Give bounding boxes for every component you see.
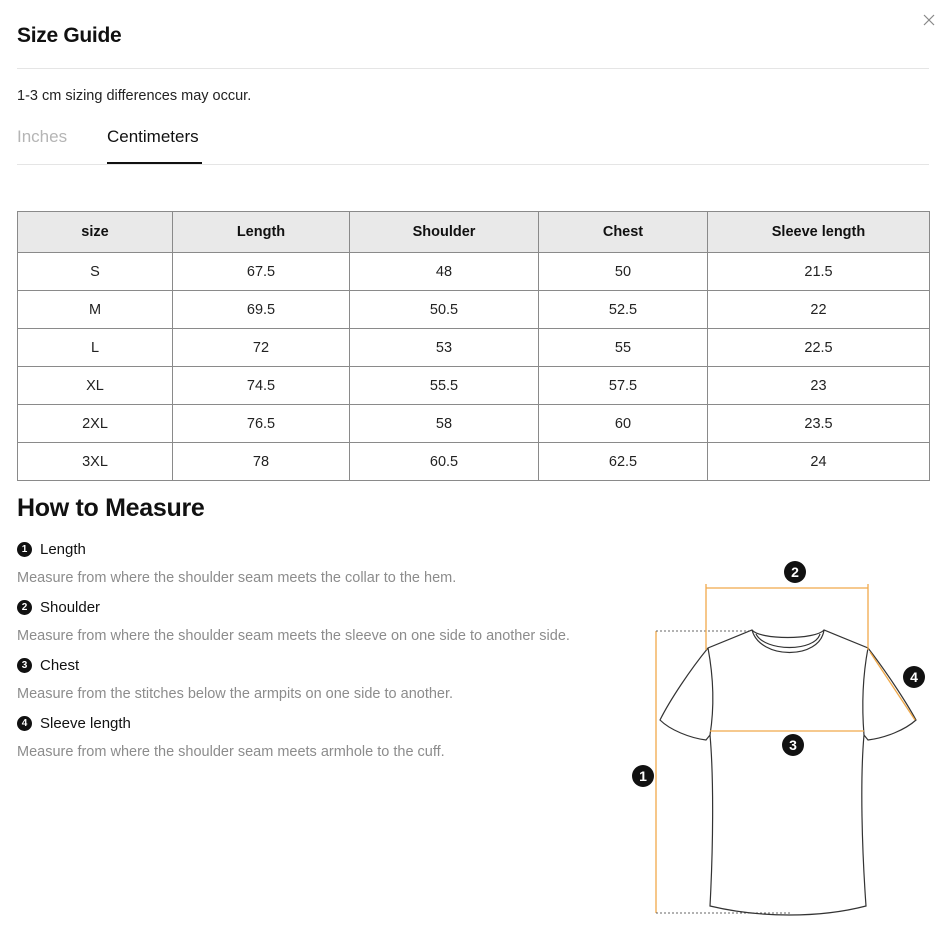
page-title: Size Guide — [17, 24, 122, 47]
unit-tabs — [17, 126, 929, 165]
table-cell: 55 — [539, 329, 708, 367]
tab-centimeters[interactable]: Centimeters — [107, 126, 202, 164]
table-cell: 60.5 — [350, 443, 539, 481]
size-table — [17, 211, 930, 481]
table-row — [18, 291, 930, 329]
table-cell: 57.5 — [539, 367, 708, 405]
close-icon — [919, 10, 939, 30]
tshirt-outline — [660, 630, 916, 915]
measure-description: Measure from where the shoulder seam meets the sleeve on one side to another side. — [17, 628, 570, 644]
table-row — [18, 253, 930, 291]
column-header: size — [18, 212, 173, 253]
table-row — [18, 405, 930, 443]
number-4-icon: 4 — [17, 716, 32, 731]
tab-inches[interactable]: Inches — [17, 127, 68, 146]
measure-label: Length — [40, 541, 86, 558]
table-cell: 76.5 — [173, 405, 350, 443]
table-cell: XL — [18, 367, 173, 405]
diagram-marker-2 — [784, 561, 806, 583]
table-row — [18, 367, 930, 405]
how-to-measure-title: How to Measure — [17, 494, 205, 522]
number-2-icon: 2 — [17, 600, 32, 615]
table-cell: 21.5 — [708, 253, 930, 291]
table-cell: 22.5 — [708, 329, 930, 367]
column-header: Sleeve length — [708, 212, 930, 253]
measure-item-sleeve-length — [17, 715, 445, 760]
column-header: Shoulder — [350, 212, 539, 253]
table-cell: 60 — [539, 405, 708, 443]
table-cell: M — [18, 291, 173, 329]
table-cell: 2XL — [18, 405, 173, 443]
table-cell: 3XL — [18, 443, 173, 481]
close-button[interactable] — [919, 10, 939, 30]
header-divider — [17, 68, 929, 69]
table-cell: 23 — [708, 367, 930, 405]
table-row — [18, 329, 930, 367]
table-cell: 55.5 — [350, 367, 539, 405]
table-cell: 52.5 — [539, 291, 708, 329]
sizing-note: 1-3 cm sizing differences may occur. — [17, 88, 252, 104]
table-cell: 50.5 — [350, 291, 539, 329]
tshirt-measure-diagram — [620, 555, 935, 925]
diagram-marker-1 — [632, 765, 654, 787]
table-cell: 53 — [350, 329, 539, 367]
table-cell: 78 — [173, 443, 350, 481]
measure-description: Measure from where the shoulder seam meets armhole to the cuff. — [17, 744, 445, 760]
table-cell: 50 — [539, 253, 708, 291]
marker-label: 3 — [789, 737, 797, 753]
table-cell: 24 — [708, 443, 930, 481]
measure-description: Measure from the stitches below the armpits on one side to another. — [17, 686, 454, 702]
diagram-marker-3 — [782, 734, 804, 756]
measure-label: Shoulder — [40, 599, 101, 616]
column-header: Chest — [539, 212, 708, 253]
table-cell: 48 — [350, 253, 539, 291]
table-cell: 62.5 — [539, 443, 708, 481]
marker-label: 1 — [639, 768, 647, 784]
table-cell: 67.5 — [173, 253, 350, 291]
marker-label: 4 — [910, 669, 918, 685]
table-cell: 23.5 — [708, 405, 930, 443]
marker-label: 2 — [791, 564, 799, 580]
table-cell: 69.5 — [173, 291, 350, 329]
table-header-row — [18, 212, 930, 253]
number-1-icon: 1 — [17, 542, 32, 557]
table-cell: 74.5 — [173, 367, 350, 405]
measure-label: Chest — [40, 657, 80, 674]
measure-label: Sleeve length — [40, 715, 131, 732]
diagram-marker-4 — [903, 666, 925, 688]
measure-description: Measure from where the shoulder seam meets the collar to the hem. — [17, 570, 457, 586]
table-cell: 72 — [173, 329, 350, 367]
table-cell: S — [18, 253, 173, 291]
table-row — [18, 443, 930, 481]
table-cell: 58 — [350, 405, 539, 443]
column-header: Length — [173, 212, 350, 253]
measure-item-chest — [17, 657, 453, 702]
table-cell: L — [18, 329, 173, 367]
number-3-icon: 3 — [17, 658, 32, 673]
measure-item-shoulder — [17, 599, 570, 644]
table-cell: 22 — [708, 291, 930, 329]
measure-item-length — [17, 541, 456, 586]
